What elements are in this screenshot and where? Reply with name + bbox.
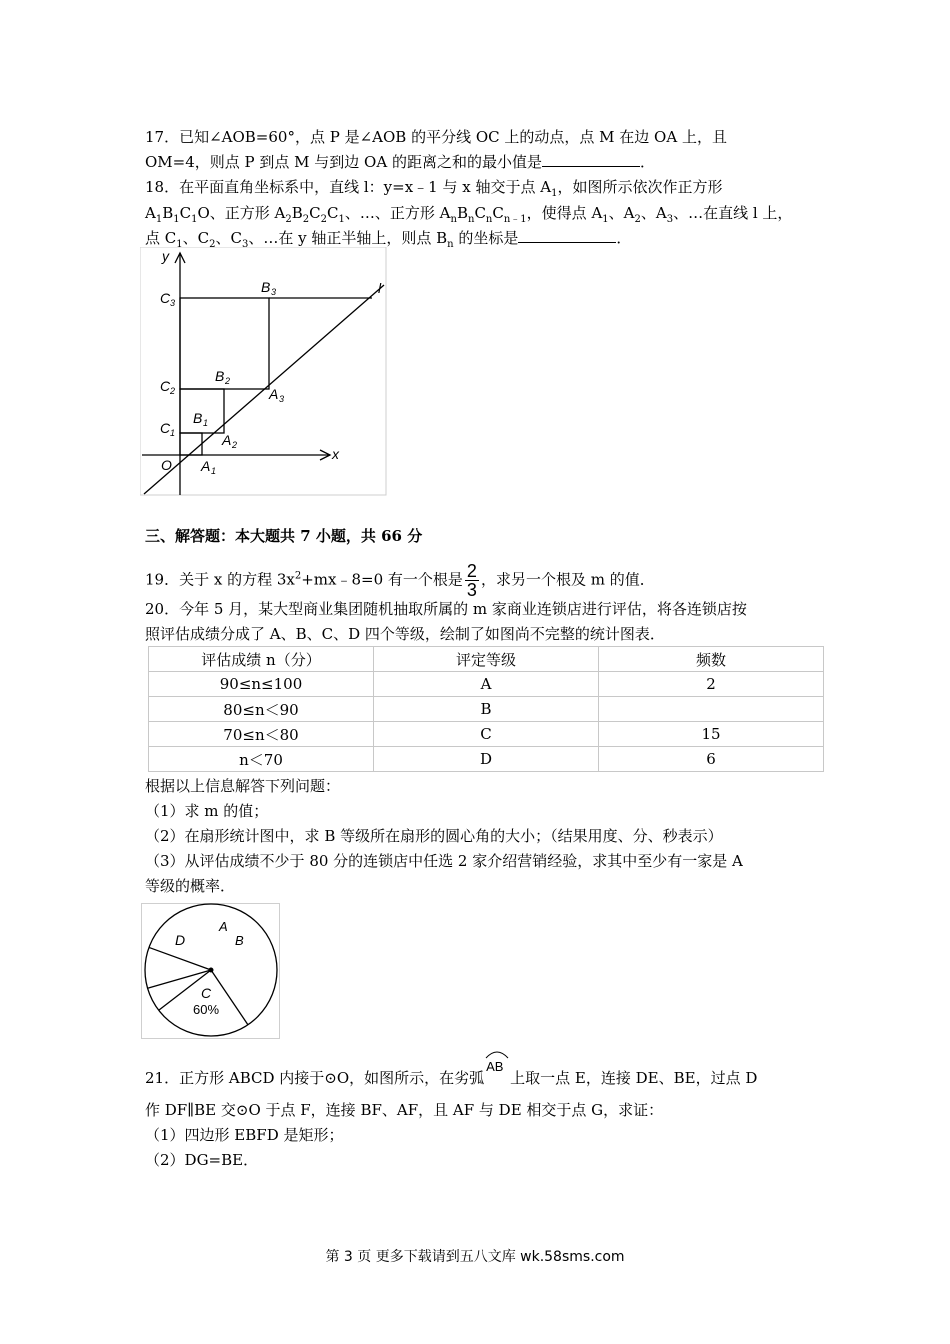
subscript: 1	[338, 214, 345, 225]
q20-sub2: （2）在扇形统计图中，求 B 等级所在扇形的圆心角的大小；（结果用度、分、秒表示）	[145, 827, 723, 845]
q21-line2: 作 DF∥BE 交⊙O 于点 F，连接 BF、AF，且 AF 与 DE 相交于点 G，求证：	[145, 1101, 664, 1119]
svg-text:2: 2	[170, 386, 176, 396]
q18-text: C	[492, 204, 504, 222]
q18-text: 点 C	[145, 229, 177, 247]
fraction	[465, 562, 479, 599]
q19-text: ，求另一个根及 m 的值．	[480, 570, 655, 589]
q18-text: O、正方形 A	[197, 204, 286, 222]
label-c2	[160, 378, 175, 396]
label-y: y	[162, 248, 169, 264]
svg-text:1: 1	[170, 428, 176, 438]
section-title: 三、解答题：本大题共 7 小题，共 66 分	[145, 527, 423, 545]
table-header: 评定等级	[374, 647, 599, 672]
fraction-numerator: 2	[466, 561, 477, 581]
subscript: 2	[302, 214, 310, 225]
q21-line1	[145, 1059, 758, 1088]
svg-text:A: A	[269, 386, 279, 402]
label-b1	[193, 410, 208, 428]
q18-text: 、A	[608, 204, 635, 222]
q19-text: 19．关于 x 的方程 3x	[145, 570, 295, 589]
svg-text:B: B	[261, 279, 271, 295]
table-cell: A	[374, 672, 599, 697]
table-row	[149, 672, 824, 697]
table-row	[149, 697, 824, 722]
subscript: n	[467, 214, 475, 225]
q18-end: ．	[616, 229, 632, 247]
subscript: 1	[602, 214, 609, 225]
pie-slice-boundary-c	[149, 947, 211, 970]
table-cell: 6	[599, 747, 824, 772]
label-a3	[268, 386, 284, 404]
q17-end: ．	[639, 153, 655, 171]
svg-text:B: B	[215, 368, 225, 384]
arc-label: AB	[486, 1059, 504, 1074]
q18-text: B	[291, 204, 303, 222]
square-1	[180, 433, 202, 455]
subscript: 1	[173, 214, 180, 225]
table-header-row	[149, 647, 824, 672]
arc-notation	[484, 1059, 510, 1083]
label-c3	[160, 290, 175, 308]
q19-text: +mx﹣8=0 有一个根是	[301, 570, 463, 589]
label-x: x	[332, 446, 339, 462]
pie-center	[209, 968, 214, 973]
subscript: 2	[320, 214, 328, 225]
q20-sub1: （1）求 m 的值；	[145, 802, 269, 820]
svg-text:A: A	[222, 432, 232, 448]
q21-sub1: （1）四边形 EBFD 是矩形；	[145, 1126, 344, 1144]
answer-blank	[542, 152, 640, 167]
table-row	[149, 722, 824, 747]
q18-text: C	[327, 204, 339, 222]
q18-text: 、C	[215, 229, 242, 247]
pie-label-c: C	[201, 985, 212, 1001]
pie-label-a: A	[219, 919, 228, 934]
q18-text: 、C	[182, 229, 210, 247]
q20-line2: 照评估成绩分成了 A、B、C、D 四个等级，绘制了如图尚不完整的统计图表．	[145, 625, 665, 643]
table-cell: n＜70	[149, 747, 374, 772]
svg-text:1: 1	[203, 418, 209, 428]
subscript: n	[447, 239, 454, 250]
subscript: 2	[209, 239, 216, 250]
table-header: 评估成绩 n（分）	[149, 647, 374, 672]
label-a2	[221, 432, 237, 450]
table-row	[149, 747, 824, 772]
svg-text:C: C	[160, 290, 171, 306]
subscript: 1	[155, 214, 163, 225]
q18-text: 、…、正方形 A	[344, 204, 451, 222]
table-cell: C	[374, 722, 599, 747]
q18-text: A	[145, 204, 156, 222]
q21-text: 21．正方形 ABCD 内接于⊙O，如图所示，在劣弧	[145, 1069, 485, 1087]
label-a1	[200, 458, 216, 476]
label-b3	[261, 279, 276, 297]
svg-text:3: 3	[279, 394, 285, 404]
label-o: O	[161, 457, 172, 473]
subscript: n	[485, 214, 493, 225]
q17-line2	[145, 152, 655, 172]
svg-text:3: 3	[271, 287, 277, 297]
q18-text: ，如图所示依次作正方形	[557, 178, 723, 196]
squares-figure	[140, 247, 390, 499]
subscript: 2	[285, 214, 292, 225]
label-b2	[215, 368, 230, 386]
q18-text: B	[456, 204, 468, 222]
q18-text: C	[474, 204, 486, 222]
table-cell: D	[374, 747, 599, 772]
q21-sub2: （2）DG=BE．	[145, 1151, 259, 1169]
pie-label-d: D	[175, 932, 186, 948]
table-cell: 2	[599, 672, 824, 697]
pie-chart	[141, 903, 281, 1040]
subscript: n﹣1	[503, 214, 527, 225]
subscript: 3	[666, 214, 674, 225]
q20-sub3-line2: 等级的概率．	[145, 877, 236, 895]
score-table	[148, 646, 824, 772]
q18-text: ，使得点 A	[526, 204, 603, 222]
q20-line1: 20．今年 5 月，某大型商业集团随机抽取所属的 m 家商业连锁店进行评估，将各连锁店按	[145, 600, 747, 618]
q20-sub3-line1: （3）从评估成绩不少于 80 分的连锁店中任选 2 家介绍营销经验，求其中至少有一家是 A	[145, 852, 743, 870]
q17-text: OM=4，则点 P 到点 M 与到边 OA 的距离之和的最小值是	[145, 153, 542, 171]
subscript: 3	[241, 239, 249, 250]
q18-line2	[145, 203, 792, 230]
page-footer: 第 3 页 更多下载请到五八文库 wk.58sms.com	[325, 1249, 625, 1265]
table-cell: B	[374, 697, 599, 722]
label-l: l	[378, 280, 382, 296]
svg-text:A: A	[201, 458, 211, 474]
q18-line1	[145, 177, 722, 204]
fraction-denominator: 3	[466, 580, 477, 600]
svg-text:2: 2	[232, 440, 238, 450]
pie-annotation: 60%	[193, 1002, 220, 1017]
q18-text: C	[179, 204, 192, 222]
q19-line	[145, 562, 655, 599]
table-cell: 80≤n＜90	[149, 697, 374, 722]
superscript: 2	[294, 570, 302, 582]
svg-text:C: C	[160, 420, 171, 436]
subscript: 2	[634, 214, 641, 225]
svg-text:C: C	[160, 378, 171, 394]
svg-text:2: 2	[225, 376, 231, 386]
svg-text:B: B	[193, 410, 203, 426]
table-cell: 70≤n＜80	[149, 722, 374, 747]
table-cell: 90≤n≤100	[149, 672, 374, 697]
subscript: 1	[551, 188, 558, 199]
q18-text: 、…在 y 轴正半轴上，则点 B	[248, 229, 448, 247]
subscript: n	[450, 214, 457, 225]
answer-blank	[518, 228, 616, 243]
label-c1	[160, 420, 175, 438]
q20-after: 根据以上信息解答下列问题：	[145, 777, 341, 795]
pie-label-b: B	[235, 933, 244, 948]
table-cell: 15	[599, 722, 824, 747]
q18-text: 、…在直线 l 上，	[673, 204, 793, 222]
q18-text: 18．在平面直角坐标系中，直线 l：y=x﹣1 与 x 轴交于点 A	[145, 178, 552, 196]
svg-text:3: 3	[170, 298, 176, 308]
subscript: 1	[176, 239, 183, 250]
q21-text: 上取一点 E，连接 DE、BE，过点 D	[510, 1069, 758, 1087]
q17-line1: 17．已知∠AOB=60°，点 P 是∠AOB 的平分线 OC 上的动点，点 M 在边 OA 上，且	[145, 128, 727, 146]
q18-text: 、A	[640, 204, 667, 222]
q18-text: 的坐标是	[453, 229, 519, 247]
q18-text: B	[162, 204, 174, 222]
subscript: 1	[191, 214, 198, 225]
q18-text: C	[309, 204, 321, 222]
svg-text:1: 1	[211, 466, 217, 476]
table-header: 频数	[599, 647, 824, 672]
table-cell	[599, 697, 824, 722]
